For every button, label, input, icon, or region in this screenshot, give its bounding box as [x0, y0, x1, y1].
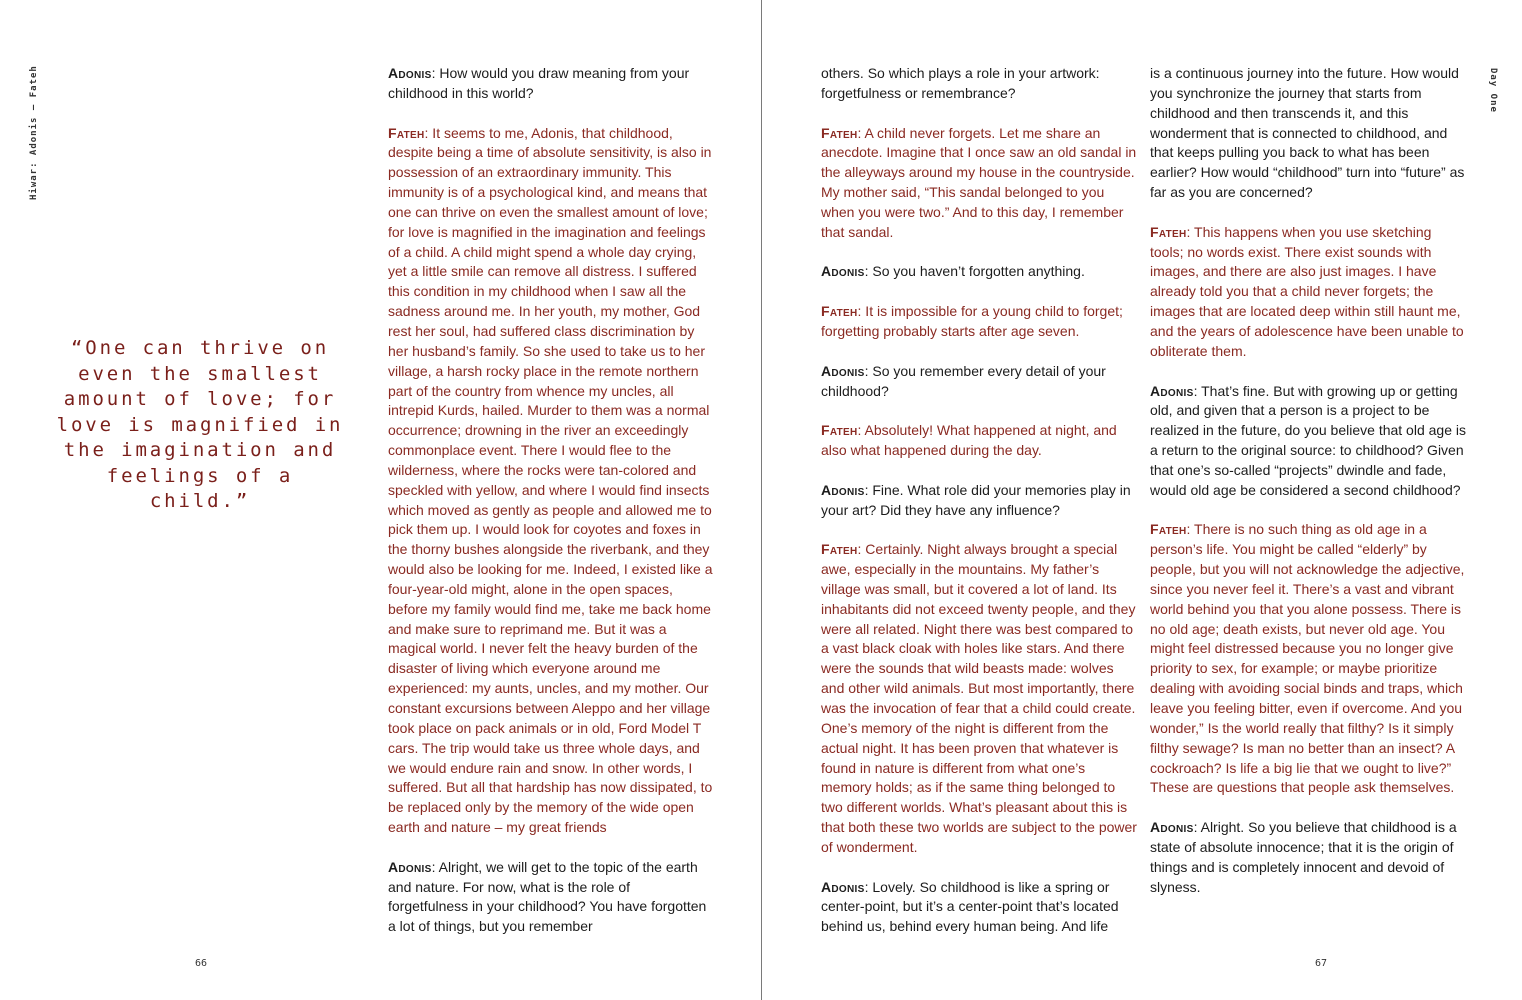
speech-text: : Fine. What role did your memories play in your art? Did they have any influence?: [821, 481, 1131, 518]
question-paragraph: [388, 64, 713, 104]
speaker-name: Fateh: [821, 422, 858, 439]
speaker-name: Adonis: [821, 263, 865, 280]
speaker-name: Fateh: [821, 303, 858, 320]
question-paragraph: [1150, 382, 1468, 501]
text-column-right-page-1: [821, 64, 1139, 957]
speaker-name: Fateh: [1150, 223, 1187, 240]
speaker-name: Fateh: [821, 541, 858, 558]
answer-paragraph: [388, 124, 713, 838]
text-column-left-page: [388, 64, 713, 957]
speaker-name: Adonis: [1150, 819, 1194, 836]
speech-text: : It seems to me, Adonis, that childhood, despite being a time of absolute sensitivity, is also in possession of an extraordinary immunity. This immunity is of a psychological kind, and means that one can thrive on even the smallest amount of love; for love is magnified in the imagination and feelings of a child. A child might spend a whole day crying, yet a little smile can remove all distress. I suffered this condition in my childhood when I saw all the sadness around me. In her youth, my mother, God rest her soul, had suffered class discrimination by her husband’s family. So she used to take us to her village, a harsh rocky place in the remote northern part of the country from whence my uncles, all intrepid Kurds, hailed. Murder to them was a normal occurrence; drowning in the river an exceedingly commonplace event. There I would flee to the wilderness, where the rocks were tan-colored and speckled with yellow, and where I would find insects which moved as gently as people and allowed me to pick them up. I would look for coyotes and foxes in the thorny bushes alongside the riverbank, and they would also be looking for me. Indeed, I existed like a four-year-old might, alone in the open spaces, before my family would find me, take me back home and make sure to reprimand me. But it was a magical world. I never felt the heavy burden of the disaster of living which everyone around me experienced: my aunts, uncles, and my mother. Our constant excursions between Aleppo and her village took place on pack animals or in old, Ford Model T cars. The trip would take us three whole days, and we would endure rain and snow. In other words, I suffered. But all that hardship has now dissipated, to be replaced only by the memory of the wide open earth and nature – my great friends: [388, 124, 713, 836]
center-gutter-rule: [761, 0, 762, 1000]
right-running-head: Day One: [1488, 68, 1498, 113]
question-paragraph: [821, 878, 1139, 938]
question-paragraph: [388, 858, 713, 937]
speech-text: : How would you draw meaning from your childhood in this world?: [388, 65, 690, 101]
speaker-name: Adonis: [821, 362, 865, 379]
speaker-name: Fateh: [1150, 521, 1187, 538]
speaker-name: Fateh: [388, 124, 425, 141]
answer-paragraph: [821, 124, 1139, 243]
question-continuation: others. So which plays a role in your artwork: forgetfulness or remembrance?: [821, 65, 1100, 101]
speaker-name: Adonis: [388, 65, 432, 81]
speech-text: : Alright, we will get to the topic of the earth and nature. For now, what is the role of forgetfulness in your childhood? You have forgotten a lot of things, but you remember: [388, 858, 707, 935]
answer-paragraph: [821, 421, 1139, 461]
speech-text: : That’s fine. But with growing up or getting old, and given that a person is a project to be realized in the future, do you believe that old age is a return to the original source: to childhood? Given that one’s so-called “projects” dwindle and fade, would old age be considered a second childhood?: [1150, 382, 1466, 498]
text-column-right-page-2: [1150, 64, 1468, 917]
answer-paragraph: [821, 540, 1139, 858]
speech-text: : Lovely. So childhood is like a spring or center-point, but it’s a center-point that’s located behind us, behind every human being. And life: [821, 878, 1119, 935]
speech-text: : Alright. So you believe that childhood is a state of absolute innocence; that it is the origin of things and is completely innocent and devoid of slyness.: [1150, 819, 1457, 895]
speaker-name: Adonis: [1150, 382, 1194, 399]
page-number-left: 66: [195, 958, 208, 969]
question-paragraph: [821, 262, 1139, 282]
left-running-head: Hiwar: Adonis – Fateh: [29, 65, 39, 200]
speech-text: : So you remember every detail of your childhood?: [821, 362, 1106, 399]
speech-text: : This happens when you use sketching tools; no words exist. There exist sounds with images, and there are also just images. I have already told you that a child never forgets; the images that are located deep within still haunt me, and the years of adolescence have been unable to obliterate them.: [1150, 223, 1464, 359]
speech-text: : It is impossible for a young child to forget; forgetting probably starts after age seven.: [821, 303, 1123, 339]
speech-text: : Absolutely! What happened at night, and also what happened during the day.: [821, 422, 1117, 459]
speech-text: : A child never forgets. Let me share an anecdote. Imagine that I once saw an old sandal in the alleyways around my house in the countryside. My mother said, “This sandal belonged to you when you were two.” And to this day, I remember that sandal.: [821, 124, 1137, 240]
speaker-name: Adonis: [821, 481, 865, 498]
speaker-name: Adonis: [388, 858, 432, 875]
answer-paragraph: [1150, 223, 1468, 362]
speech-text: : So you haven’t forgotten anything.: [864, 263, 1085, 280]
answer-paragraph: [1150, 520, 1468, 798]
question-paragraph: [821, 362, 1139, 402]
page-number-right: 67: [1315, 958, 1328, 969]
speech-text: : There is no such thing as old age in a person’s life. You might be called “elderly” by people, but you will not acknowledge the adjective, since you never feel it. There’s a vast and vibrant world behind you that you alone possess. There is no old age; death exists, but never old age. You might feel distressed because you no longer give priority to sex, for example; or maybe prioritize dealing with avoiding social binds and traps, which leave you feeling bitter, even if overcome. And you wonder,” Is the world really that filthy? Is it simply filthy sewage? Is man no better than an insect? A cockroach? Is life a big lie that we ought to live?” These are questions that people ask themselves.: [1150, 521, 1465, 796]
speech-text: : Certainly. Night always brought a special awe, especially in the mountains. My father’s village was small, but it covered a lot of land. Its inhabitants did not exceed twenty people, and they were all related. Night there was best compared to a vast black cloak with holes like stars. And there were the sounds that wild beasts made: wolves and other wild animals. But most importantly, there was the invocation of fear that a child could create. One’s memory of the night is different from the actual night. It has been proven that whatever is found in nature is different from what one’s memory holds; as if the same thing belonged to two different worlds. What’s pleasant about this is that both these two worlds are subject to the power of wonderment.: [821, 541, 1137, 855]
speaker-name: Fateh: [821, 124, 858, 141]
question-continuation: is a continuous journey into the future. How would you synchronize the journey that starts from childhood and then transcends it, and this wonderment that is connected to childhood, and that keeps pulling you back to what has been earlier? How would “childhood” turn into “future” as far as you are concerned?: [1150, 65, 1465, 201]
question-paragraph: [1150, 818, 1468, 897]
answer-paragraph: [821, 302, 1139, 342]
question-paragraph: [821, 481, 1139, 521]
speaker-name: Adonis: [821, 878, 865, 895]
pull-quote: “One can thrive on even the smallest amount of love; for love is magnified in the imagination and feelings of a child.”: [56, 337, 344, 512]
